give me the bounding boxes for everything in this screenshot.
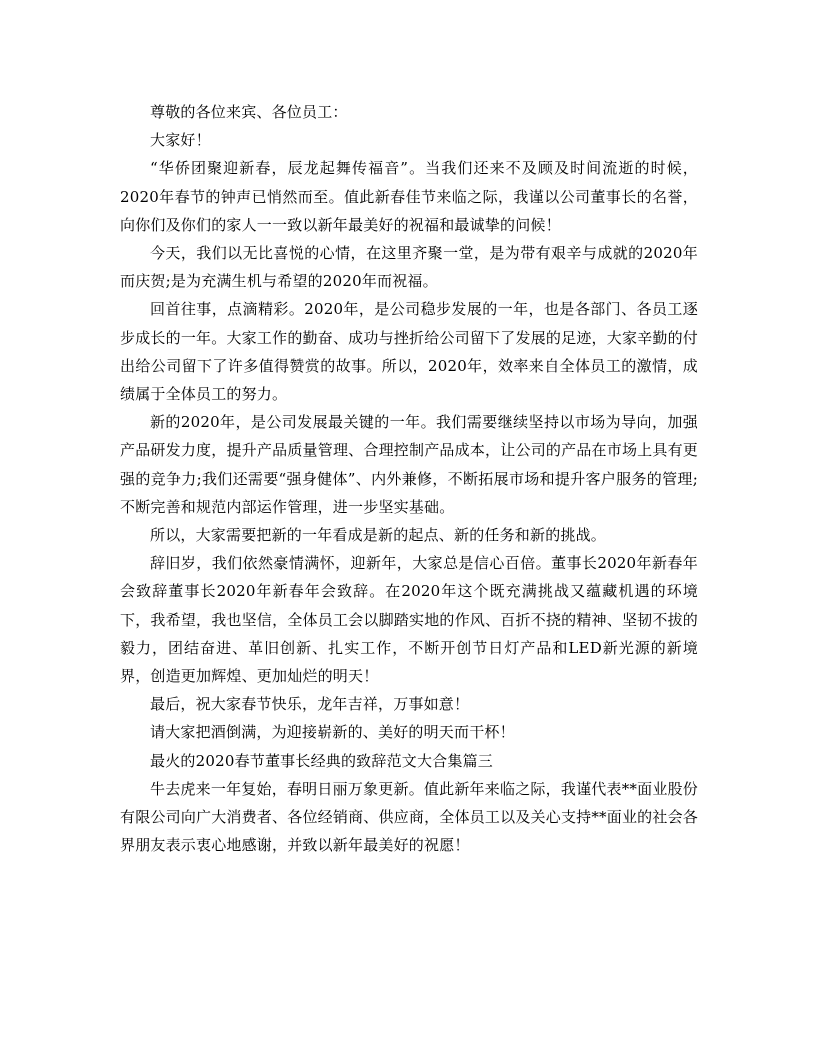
paragraph-outlook: 新的2020年，是公司发展最关键的一年。我们需要继续坚持以市场为导向，加强产品研发力度，提升产品质量管理、合理控制产品成本，让公司的产品在市场上具有更强的竞争力;我们还需要“强身健体”、内外兼修，不断拓展市场和提升客户服务的管理;不断完善和规范内部运作管理，进一步坚实基础。 [120, 413, 698, 516]
paragraph-challenge: 所以，大家需要把新的一年看成是新的起点、新的任务和新的挑战。 [150, 526, 607, 545]
paragraph-review: 回首往事，点滴精彩。2020年，是公司稳步发展的一年，也是各部门、各员工逐步成长的一年。大家工作的勤奋、成功与挫折给公司留下了发展的足迹，大家辛勤的付出给公司留下了许多值得赞赏的故事。所以，2020年，效率来自全体员工的激情，成绩属于全体员工的努力。 [120, 300, 698, 404]
section-heading: 最火的2020春节董事长经典的致辞范文大合集篇三 [150, 751, 493, 770]
greeting: 大家好！ [150, 131, 211, 150]
document-body [120, 98, 698, 859]
salutation: 尊敬的各位来宾、各位员工： [150, 103, 348, 121]
paragraph-confidence: 辞旧岁，我们依然豪情满怀，迎新年，大家总是信心百倍。董事长2020年新春年会致辞董事长2020年新春年会致辞。在2020年这个既充满挑战又蕴藏机遇的环境下，我希望，我也坚信，全体员工会以脚踏实地的作风、百折不挠的精神、坚韧不拔的毅力，团结奋进、革旧创新、扎实工作，不断开创节日灯产品和LED新光源的新境界，创造更加辉煌、更加灿烂的明天！ [120, 554, 698, 686]
paragraph-new-year: 牛去虎来一年复始，春明日丽万象更新。值此新年来临之际，我谨代表**面业股份有限公司向广大消费者、各位经销商、供应商，全体员工以及关心支持**面业的社会各界朋友表示衷心地感谢，并致以新年最美好的祝愿！ [120, 779, 698, 855]
paragraph-opening: “华侨团聚迎新春，辰龙起舞传福音”。当我们还来不及顾及时间流逝的时候，2020年春节的钟声已悄然而至。值此新春佳节来临之际，我谨以公司董事长的名誉，向你们及你们的家人一一致以新年最美好的祝福和最诚挚的问候！ [120, 159, 698, 234]
paragraph-wishes: 最后，祝大家春节快乐，龙年吉祥，万事如意！ [150, 695, 470, 714]
paragraph-celebration: 今天，我们以无比喜悦的心情，在这里齐聚一堂，是为带有艰辛与成就的2020年而庆贺;是为充满生机与希望的2020年而祝福。 [120, 244, 698, 291]
paragraph-toast: 请大家把酒倒满，为迎接崭新的、美好的明天而干杯！ [150, 723, 515, 742]
